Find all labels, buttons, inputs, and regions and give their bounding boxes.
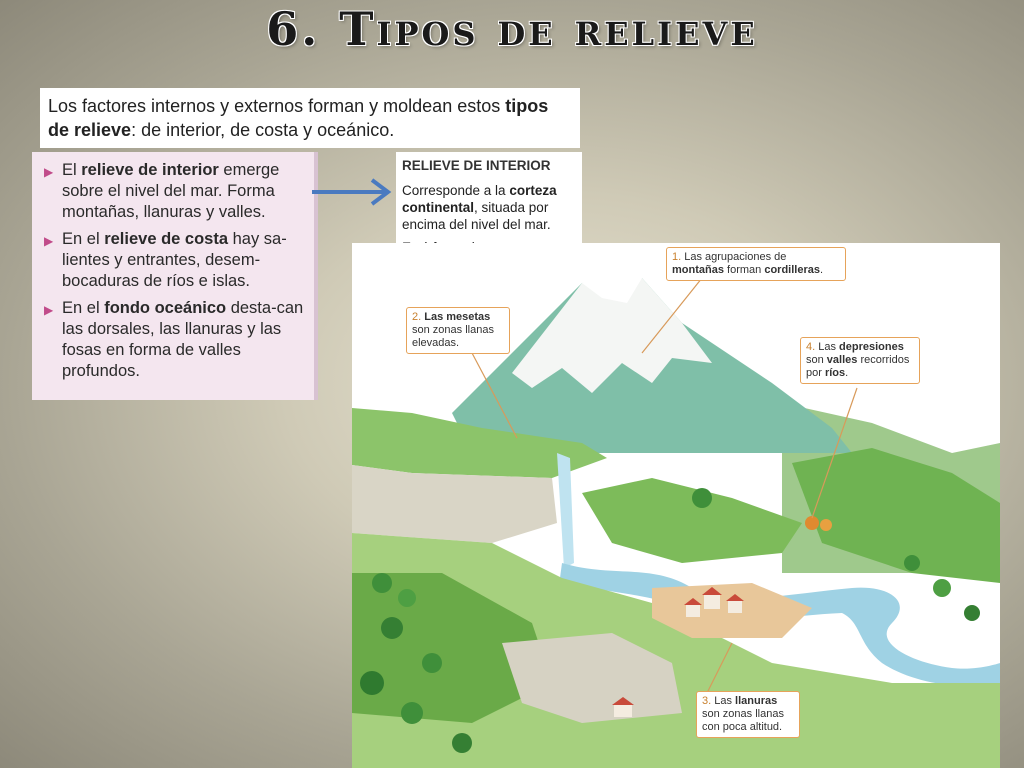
callout-text: forman xyxy=(723,264,765,276)
callout-text: Las xyxy=(815,341,840,353)
callout-bold: Las mesetas xyxy=(421,311,491,323)
interior-paragraph xyxy=(402,182,576,233)
bullet-bold: fondo oceánico xyxy=(104,299,227,317)
callout-number: 3. xyxy=(702,695,712,707)
arrow-right-icon xyxy=(310,176,396,210)
callout-bold: ríos xyxy=(824,367,846,379)
bullet-text xyxy=(62,229,304,292)
intro-part: : de interior, de costa y oceánico. xyxy=(131,120,395,140)
bullet-part: hay sa-lientes y entrantes, desem-bocaduras de ríos e islas. xyxy=(62,230,287,290)
callout-text: . xyxy=(819,264,824,276)
list-item xyxy=(44,160,304,223)
intro-part: Los factores internos y externos forman y moldean estos xyxy=(48,96,506,116)
callout-text: son zonas llanas con poca altitud. xyxy=(702,708,784,733)
text-part: , situada por encima del nivel del mar. xyxy=(402,200,551,232)
list-item xyxy=(44,229,304,292)
callout-text: son zonas llanas elevadas. xyxy=(412,324,494,349)
triangle-right-icon: ▶ xyxy=(44,303,54,317)
text-part: Corresponde a la xyxy=(402,183,510,198)
callout-text: son xyxy=(806,354,827,366)
relief-types-list xyxy=(32,152,318,400)
slide-title: 6. Tipos de relieve xyxy=(266,2,758,56)
callout-bold: cordilleras xyxy=(764,264,820,276)
callout-text: . xyxy=(845,367,849,379)
intro-bold: tipos de relieve xyxy=(48,96,549,140)
relief-illustration xyxy=(352,243,1000,768)
callout-mountains xyxy=(666,247,846,281)
callout-number: 4. xyxy=(806,341,816,353)
bullet-part: En el xyxy=(62,230,105,248)
bullet-text xyxy=(62,298,304,382)
callout-number: 2. xyxy=(412,311,422,323)
callout-text: Las agrupaciones de xyxy=(681,251,787,263)
callout-depressions xyxy=(800,337,920,384)
callout-bold: depresiones xyxy=(839,341,904,353)
callout-text: recorridos por xyxy=(806,354,910,379)
triangle-right-icon: ▶ xyxy=(44,165,54,179)
bullet-part: emerge sobre el nivel del mar. Forma montañas, llanuras y valles. xyxy=(62,161,280,221)
interior-heading: RELIEVE DE INTERIOR xyxy=(402,158,551,173)
callout-plains xyxy=(696,691,800,738)
bullet-text xyxy=(62,160,304,223)
callout-plateaus xyxy=(406,307,510,354)
callout-text: Las xyxy=(711,695,736,707)
callout-number: 1. xyxy=(672,251,682,263)
text-bold: corteza continental xyxy=(402,183,557,215)
intro-text xyxy=(40,88,580,148)
callout-bold: montañas xyxy=(672,264,724,276)
bullet-part: En el xyxy=(62,299,105,317)
bullet-part: El xyxy=(62,161,82,179)
bullet-bold: relieve de costa xyxy=(104,230,229,248)
callout-bold: valles xyxy=(826,354,858,366)
bullet-part: desta-can las dorsales, las llanuras y las fosas en forma de valles profundos. xyxy=(62,299,304,380)
callout-bold: llanuras xyxy=(735,695,778,707)
bullet-bold: relieve de interior xyxy=(81,161,219,179)
list-item xyxy=(44,298,304,382)
triangle-right-icon: ▶ xyxy=(44,234,54,248)
